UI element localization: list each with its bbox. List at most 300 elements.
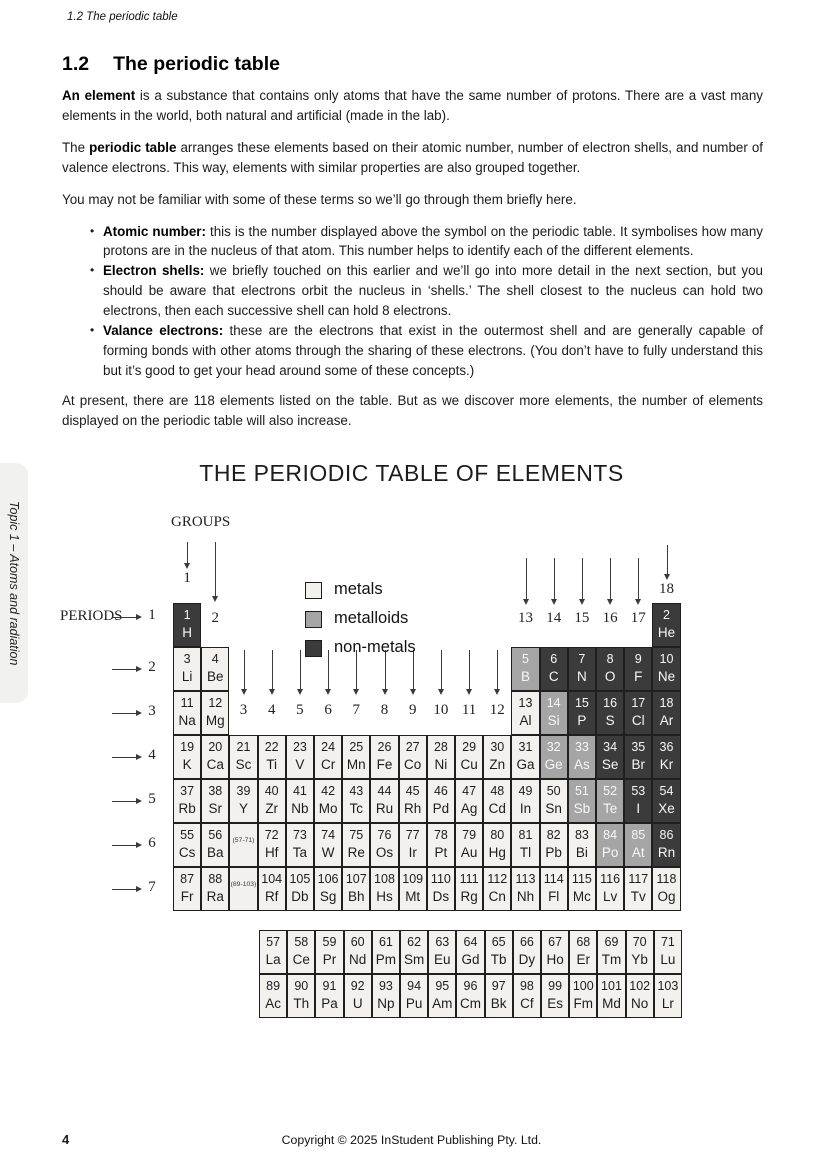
group-label-3: 3 (239, 702, 248, 718)
atomic-number: 86 (659, 828, 674, 842)
element-symbol: Zr (265, 800, 279, 816)
element-symbol: Gd (461, 951, 480, 967)
element-symbol: Cf (520, 995, 534, 1011)
element-symbol: Nh (516, 888, 535, 904)
element-cell-Cf (513, 974, 541, 1018)
element-cell-Br (624, 735, 652, 779)
group-arrow-down-icon (554, 558, 555, 600)
element-cell-Pr (315, 930, 343, 974)
atomic-number: 24 (321, 740, 336, 754)
element-cell-H (173, 603, 201, 647)
element-symbol: Mg (205, 712, 225, 728)
period-arrow-right-icon (112, 669, 140, 670)
bullet-atomic-number (103, 222, 763, 262)
atomic-number: 22 (264, 740, 279, 754)
element-symbol: Ag (460, 800, 478, 816)
element-symbol: Fe (376, 756, 393, 772)
element-cell-Be (201, 647, 229, 691)
element-cell-Te (596, 779, 624, 823)
group-arrow-down-icon (300, 650, 301, 690)
atomic-number: 32 (546, 740, 561, 754)
atomic-number: 97 (491, 979, 506, 993)
atomic-number: 52 (603, 784, 618, 798)
atomic-number: 56 (208, 828, 223, 842)
group-label-12: 12 (489, 702, 505, 718)
bullet-list (62, 222, 763, 381)
element-symbol: H (182, 624, 192, 640)
element-cell-Sg (314, 867, 342, 911)
atomic-number: 95 (435, 979, 450, 993)
element-cell-Am (428, 974, 456, 1018)
atomic-number: 55 (180, 828, 195, 842)
bullet-lead: Valance electrons: (103, 323, 224, 339)
element-symbol: Tl (519, 844, 532, 860)
element-symbol: Cr (320, 756, 336, 772)
body-text (62, 86, 763, 443)
atomic-number: 45 (405, 784, 420, 798)
group-label-9: 9 (408, 702, 417, 718)
element-symbol: Ds (432, 888, 450, 904)
atomic-number: 15 (574, 696, 589, 710)
element-cell-Sc (229, 735, 257, 779)
element-symbol: Si (547, 712, 560, 728)
element-cell-In (511, 779, 539, 823)
element-symbol: Br (631, 756, 646, 772)
paragraph-4: At present, there are 118 elements listed on the table. But as we discover more elements, the number of elements displayed on the periodic table will also increase. (62, 392, 763, 428)
element-cell-Na (173, 691, 201, 735)
element-cell-Nd (344, 930, 372, 974)
atomic-number: 38 (208, 784, 223, 798)
element-symbol: Ne (657, 668, 676, 684)
atomic-number: 48 (490, 784, 505, 798)
atomic-number: 67 (548, 935, 563, 949)
atomic-number: 9 (634, 652, 642, 666)
element-symbol: Co (404, 756, 422, 772)
element-cell-Re (342, 823, 370, 867)
period-label-7: 7 (148, 879, 156, 895)
atomic-number: 80 (490, 828, 505, 842)
element-symbol: Mt (405, 888, 421, 904)
group-arrow-down-icon (328, 650, 329, 690)
element-symbol: Ce (292, 951, 310, 967)
atomic-number: 72 (264, 828, 279, 842)
element-symbol: Cu (460, 756, 478, 772)
element-symbol: Cs (178, 844, 196, 860)
element-cell-Rb (173, 779, 201, 823)
paragraph-3: You may not be familiar with some of these terms so we’ll go through them briefly here. (62, 191, 577, 207)
element-cell-Bk (485, 974, 513, 1018)
atomic-number: 112 (487, 872, 508, 886)
group-label-17: 17 (630, 610, 646, 626)
element-cell-Db (286, 867, 314, 911)
period-label-6: 6 (148, 835, 156, 851)
atomic-number: 85 (631, 828, 646, 842)
element-symbol: F (634, 668, 643, 684)
element-symbol: Ca (206, 756, 224, 772)
atomic-number: 83 (574, 828, 589, 842)
element-symbol: Ta (292, 844, 308, 860)
bullet-lead: Atomic number: (103, 223, 206, 239)
group-label-7: 7 (352, 702, 361, 718)
atomic-number: 33 (574, 740, 589, 754)
element-symbol: Yb (631, 951, 648, 967)
atomic-number: 4 (211, 652, 219, 666)
element-cell-Dy (513, 930, 541, 974)
element-symbol: Ac (265, 995, 281, 1011)
element-cell-Cm (456, 974, 484, 1018)
atomic-number: 46 (433, 784, 448, 798)
element-symbol: Mn (346, 756, 366, 772)
element-symbol: Sn (545, 800, 562, 816)
element-cell-Tc (342, 779, 370, 823)
atomic-number: 27 (405, 740, 420, 754)
element-cell-Mn (342, 735, 370, 779)
element-cell-He (652, 603, 680, 647)
element-symbol: Ga (516, 756, 535, 772)
element-symbol: Te (602, 800, 618, 816)
element-symbol: Bi (575, 844, 588, 860)
atomic-number: 62 (407, 935, 422, 949)
element-symbol: Rn (657, 844, 676, 860)
element-cell-I (624, 779, 652, 823)
atomic-number: 57 (266, 935, 281, 949)
metals-legend-swatch (305, 582, 322, 599)
element-cell-Th (287, 974, 315, 1018)
atomic-number: 104 (261, 872, 283, 886)
element-cell-Tm (597, 930, 625, 974)
element-symbol: Ho (546, 951, 564, 967)
group-label-18: 18 (659, 581, 674, 597)
element-cell-Ho (541, 930, 569, 974)
element-symbol: Np (377, 995, 395, 1011)
element-cell-Nb (286, 779, 314, 823)
atomic-number: 19 (180, 740, 195, 754)
element-symbol: Ba (207, 844, 224, 860)
atomic-number: 109 (402, 872, 424, 886)
element-symbol: Al (519, 712, 532, 728)
atomic-number: 59 (322, 935, 337, 949)
element-symbol: Hg (488, 844, 506, 860)
bullet-valance-electrons (103, 321, 763, 381)
period-label-4: 4 (148, 747, 156, 763)
atomic-number: 65 (491, 935, 506, 949)
atomic-number: 6 (550, 652, 558, 666)
period-arrow-right-icon (112, 713, 140, 714)
element-symbol: Xe (658, 800, 675, 816)
element-symbol: In (519, 800, 532, 816)
atomic-number: 82 (546, 828, 561, 842)
element-symbol: Rf (264, 888, 279, 904)
element-symbol: Lu (660, 951, 676, 967)
element-cell-Zr (258, 779, 286, 823)
element-cell-Cs (173, 823, 201, 867)
element-symbol: Pr (322, 951, 337, 967)
atomic-number: 51 (574, 784, 589, 798)
element-cell-Md (597, 974, 625, 1018)
element-cell-Y (229, 779, 257, 823)
element-cell-Fe (370, 735, 398, 779)
element-cell-Mc (568, 867, 596, 911)
period-label-2: 2 (148, 659, 156, 675)
element-cell-Er (569, 930, 597, 974)
element-cell-Ce (287, 930, 315, 974)
element-cell-Np (372, 974, 400, 1018)
atomic-number: 17 (631, 696, 646, 710)
atomic-number: 7 (578, 652, 586, 666)
element-cell-O (596, 647, 624, 691)
copyright-footer: Copyright © 2025 InStudent Publishing Pty. Ltd. (281, 1133, 542, 1147)
atomic-number: 98 (519, 979, 534, 993)
element-cell-Fr (173, 867, 201, 911)
atomic-number: 37 (180, 784, 195, 798)
element-symbol: At (631, 844, 645, 860)
metalloids-legend-label: metalloids (334, 609, 409, 627)
atomic-number: 50 (546, 784, 561, 798)
element-symbol: Be (207, 668, 224, 684)
element-symbol: I (636, 800, 641, 816)
element-cell-V (286, 735, 314, 779)
element-symbol: Pt (434, 844, 448, 860)
element-cell-Pm (372, 930, 400, 974)
atomic-number: 34 (603, 740, 618, 754)
element-cell-Lu (654, 930, 682, 974)
element-cell-Sm (400, 930, 428, 974)
running-head: 1.2 The periodic table (67, 11, 178, 23)
element-symbol: Mo (318, 800, 338, 816)
group-arrow-down-icon (244, 650, 245, 690)
element-symbol: Tc (349, 800, 364, 816)
element-symbol: Bh (348, 888, 365, 904)
group-arrow-down-icon (215, 542, 216, 597)
atomic-number: 49 (518, 784, 533, 798)
element-symbol: S (605, 712, 615, 728)
atomic-number: 58 (294, 935, 309, 949)
element-symbol: Ti (266, 756, 278, 772)
atomic-number: 74 (321, 828, 336, 842)
element-symbol: Tm (601, 951, 622, 967)
element-symbol: Os (375, 844, 394, 860)
atomic-number: 3 (183, 652, 191, 666)
group-label-8: 8 (380, 702, 389, 718)
element-symbol: Db (291, 888, 309, 904)
element-cell-Au (455, 823, 483, 867)
element-symbol: Fr (180, 888, 194, 904)
bullet-electron-shells (103, 261, 763, 321)
atomic-number: 89 (266, 979, 281, 993)
group-arrow-down-icon (497, 650, 498, 690)
element-cell-Ac (259, 974, 287, 1018)
atomic-number: 42 (321, 784, 336, 798)
element-cell-Mo (314, 779, 342, 823)
bold-term: periodic table (89, 139, 177, 155)
element-cell-Ti (258, 735, 286, 779)
bold-term: An element (62, 88, 136, 103)
atomic-number: 76 (377, 828, 392, 842)
periods-label: PERIODS (60, 608, 123, 624)
element-cell-Lv (596, 867, 624, 911)
element-symbol: B (520, 668, 530, 684)
atomic-number: 16 (603, 696, 618, 710)
element-cell-Hg (483, 823, 511, 867)
element-symbol: Th (293, 995, 310, 1011)
element-symbol: C (548, 668, 559, 684)
element-cell-Kr (652, 735, 680, 779)
atomic-number: 1 (183, 608, 191, 622)
atomic-number: 63 (435, 935, 450, 949)
element-symbol: Po (601, 844, 619, 860)
page-number: 4 (62, 1132, 70, 1147)
paragraph-1 (62, 86, 763, 126)
element-cell-Pu (400, 974, 428, 1018)
element-cell-Sr (201, 779, 229, 823)
atomic-number: 99 (548, 979, 563, 993)
element-symbol: Lr (661, 995, 674, 1011)
atomic-number: 66 (519, 935, 534, 949)
atomic-number: 36 (659, 740, 674, 754)
atomic-number: 118 (656, 872, 677, 886)
element-cell-K (173, 735, 201, 779)
group-arrow-down-icon (667, 545, 668, 575)
element-cell-Al (511, 691, 539, 735)
element-symbol: Hs (376, 888, 393, 904)
group-label-11: 11 (461, 702, 477, 718)
atomic-number: 35 (631, 740, 646, 754)
element-symbol: Lv (602, 888, 618, 904)
element-cell-Mt (399, 867, 427, 911)
element-symbol: Ge (544, 756, 563, 772)
element-symbol: Pb (545, 844, 562, 860)
atomic-number: 77 (405, 828, 420, 842)
element-symbol: Es (547, 995, 563, 1011)
element-symbol: Zn (489, 756, 506, 772)
element-cell-Mg (201, 691, 229, 735)
element-symbol: Y (238, 800, 248, 816)
atomic-number: 88 (208, 872, 223, 886)
element-symbol: Dy (518, 951, 536, 967)
bullet-text: we briefly touched on this earlier and we’ll go into more detail in the next section, but you should be aware that electrons orbit the nucleus in ‘shells.’ The shell closest to the nucleus can hold two electrons, then each successive shell can hold 8 electrons. (103, 263, 763, 319)
atomic-number: 61 (378, 935, 393, 949)
element-cell-Cl (624, 691, 652, 735)
element-cell-C (540, 647, 568, 691)
metals-legend-label: metals (334, 580, 383, 598)
element-symbol: Bk (490, 995, 507, 1011)
element-cell-Ge (540, 735, 568, 779)
atomic-number: 44 (377, 784, 392, 798)
atomic-number: 94 (407, 979, 422, 993)
element-cell-Tv (624, 867, 652, 911)
atomic-number: 10 (659, 652, 674, 666)
element-symbol: Ni (434, 756, 448, 772)
element-symbol: Ir (408, 844, 417, 860)
period-arrow-right-icon (112, 801, 140, 802)
element-symbol: P (577, 712, 587, 728)
atomic-number: 84 (603, 828, 618, 842)
element-symbol: Sb (573, 800, 591, 816)
atomic-number: 116 (600, 872, 621, 886)
atomic-number: 110 (430, 872, 451, 886)
element-cell-Se (596, 735, 624, 779)
element-symbol: N (577, 668, 587, 684)
period-label-5: 5 (148, 791, 156, 807)
element-symbol: Sg (319, 888, 337, 904)
atomic-number: 70 (632, 935, 647, 949)
paragraph-text: arranges these elements based on their atomic number, number of electron shells, and number of valence electrons. This way, elements with similar properties are also grouped together. (62, 139, 763, 175)
element-cell-Cu (455, 735, 483, 779)
element-cell-Lr (654, 974, 682, 1018)
atomic-number: 117 (628, 872, 649, 886)
element-cell-Pt (427, 823, 455, 867)
atomic-number: 11 (180, 696, 194, 710)
element-cell-Yb (626, 930, 654, 974)
atomic-number: 43 (349, 784, 364, 798)
element-symbol: Ru (375, 800, 394, 816)
element-cell-Og (652, 867, 680, 911)
element-symbol: K (182, 756, 192, 772)
element-symbol: Rg (460, 888, 478, 904)
atomic-number: 87 (180, 872, 195, 886)
element-symbol: Eu (434, 951, 451, 967)
element-cell-Sb (568, 779, 596, 823)
atomic-number: 41 (292, 784, 307, 798)
element-cell-S (596, 691, 624, 735)
group-label-15: 15 (574, 610, 590, 626)
element-cell-P (568, 691, 596, 735)
group-label-1: 1 (183, 570, 191, 586)
element-symbol: He (657, 624, 676, 640)
atomic-number: 26 (377, 740, 392, 754)
atomic-number: 96 (463, 979, 478, 993)
atomic-number: 92 (350, 979, 365, 993)
atomic-number: 64 (463, 935, 478, 949)
group-label-10: 10 (433, 702, 449, 718)
element-symbol: Au (460, 844, 478, 860)
element-cell-Bi (568, 823, 596, 867)
element-cell-Co (399, 735, 427, 779)
element-cell-No (626, 974, 654, 1018)
atomic-number: 90 (294, 979, 309, 993)
atomic-number: 102 (629, 979, 651, 993)
atomic-number: 47 (462, 784, 477, 798)
placeholder-cell: (89-103) (229, 867, 257, 911)
period-arrow-right-icon (112, 757, 140, 758)
element-cell-F (624, 647, 652, 691)
period-arrow-right-icon (112, 845, 140, 846)
atomic-number: 54 (659, 784, 674, 798)
element-cell-W (314, 823, 342, 867)
atomic-number: 14 (546, 696, 561, 710)
element-symbol: Pm (375, 951, 397, 967)
bullet-text: these are the electrons that exist in the outermost shell and are generally capable of forming bonds with other atoms through the sharing of these electrons. (You don’t have to fully understand this but it’s good to get your head around some of these concepts.) (103, 323, 763, 378)
element-cell-Ba (201, 823, 229, 867)
element-cell-Xe (652, 779, 680, 823)
element-cell-Ag (455, 779, 483, 823)
element-symbol: Cl (631, 712, 645, 728)
atomic-number: 39 (236, 784, 251, 798)
element-cell-Ca (201, 735, 229, 779)
atomic-number: 71 (660, 935, 675, 949)
group-arrow-down-icon (187, 542, 188, 564)
group-arrow-down-icon (582, 558, 583, 600)
element-symbol: Fl (548, 888, 560, 904)
atomic-number: 60 (350, 935, 365, 949)
period-label-1: 1 (148, 607, 156, 623)
atomic-number: 100 (572, 979, 594, 993)
element-symbol: W (321, 844, 335, 860)
section-heading (62, 53, 280, 76)
atomic-number: 69 (604, 935, 619, 949)
element-symbol: Er (576, 951, 591, 967)
element-cell-Tb (485, 930, 513, 974)
